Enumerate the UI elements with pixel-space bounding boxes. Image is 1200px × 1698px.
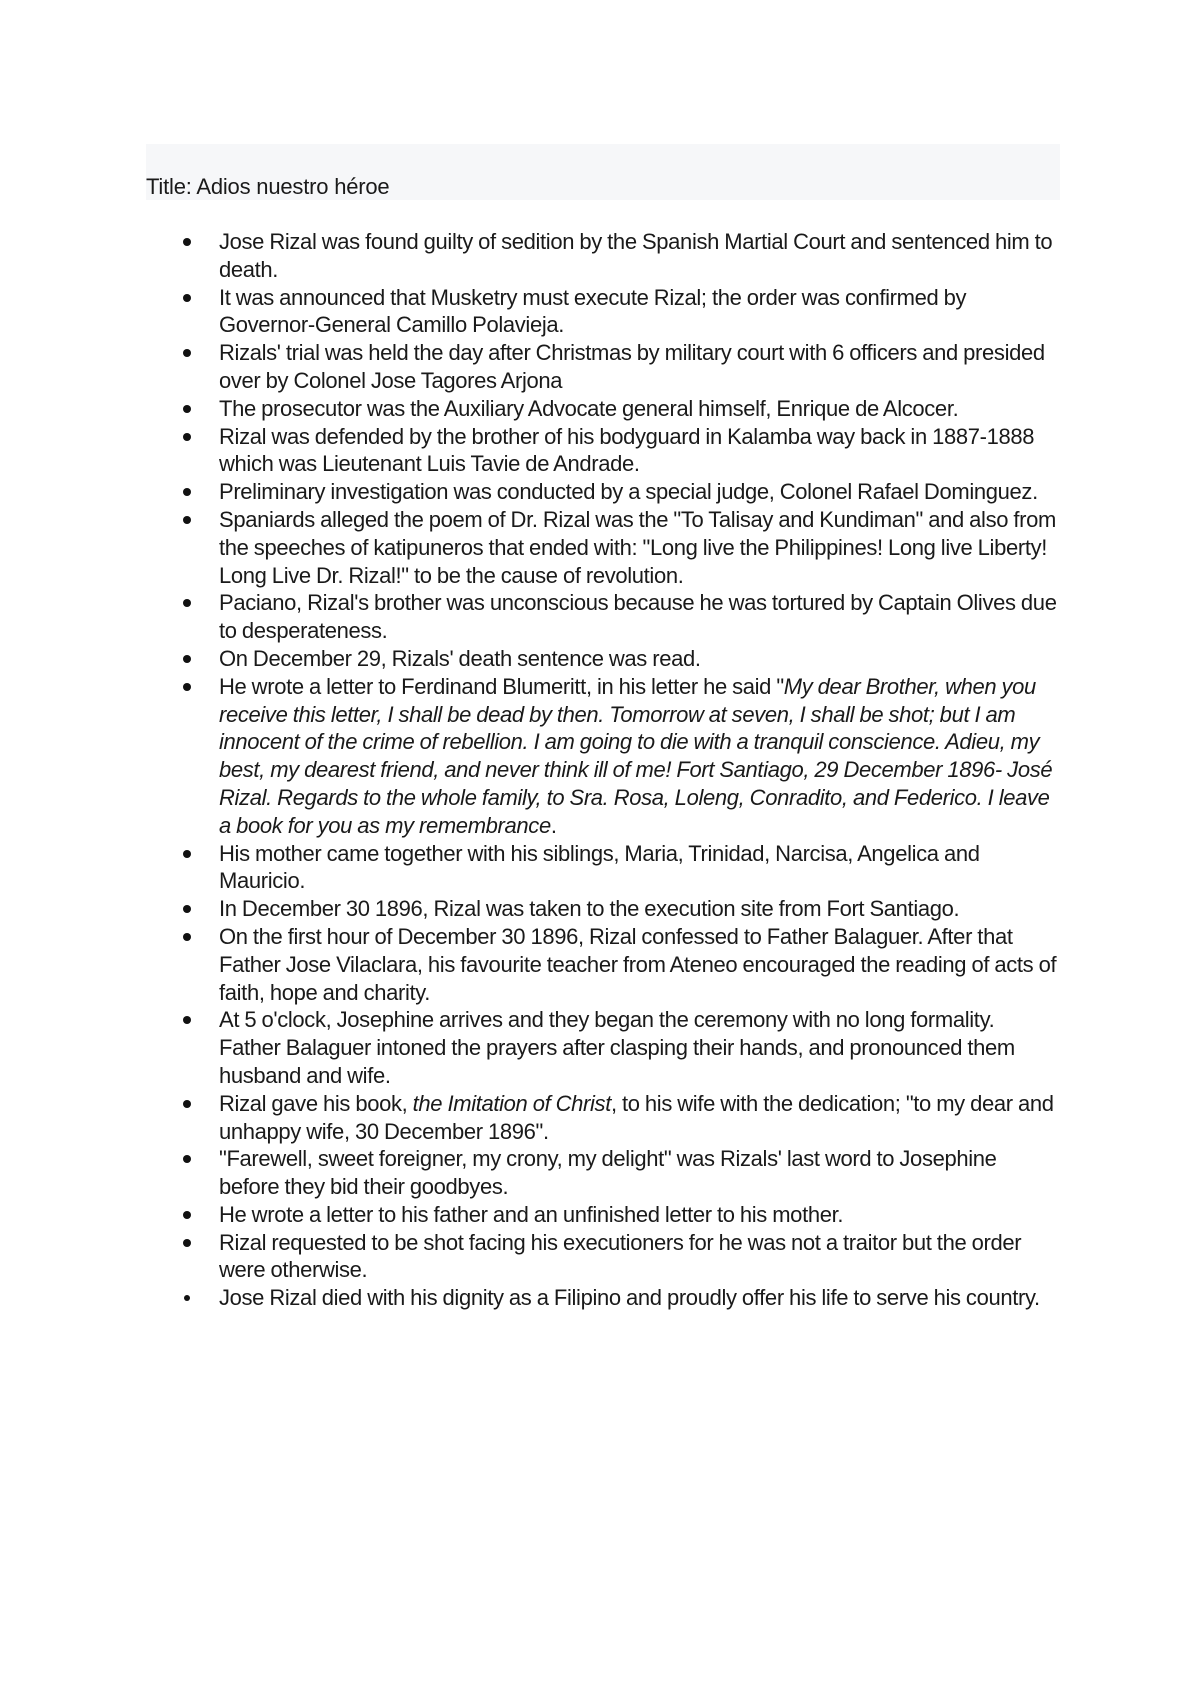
list-item: Rizals' trial was held the day after Christmas by military court with 6 officers and presided over by Colonel Jose Tagores Arjona bbox=[146, 339, 1061, 395]
list-item: Rizal gave his book, the Imitation of Christ, to his wife with the dedication; "to my dear and unhappy wife, 30 December 1896". bbox=[146, 1090, 1061, 1146]
list-item: He wrote a letter to Ferdinand Blumeritt, in his letter he said "My dear Brother, when you receive this letter, I shall be dead by then. Tomorrow at seven, I shall be shot; but I am innocent of the crime of rebellion. I am going to die with a tranquil conscience. Adieu, my best, my dearest friend, and never think ill of me! Fort Santiago, 29 December 1896- José Rizal. Regards to the whole family, to Sra. Rosa, Loleng, Conradito, and Federico. I leave a book for you as my remembrance. bbox=[146, 673, 1061, 840]
list-item: Paciano, Rizal's brother was unconscious because he was tortured by Captain Olives due to desperateness. bbox=[146, 589, 1061, 645]
list-item: It was announced that Musketry must execute Rizal; the order was confirmed by Governor-General Camillo Polavieja. bbox=[146, 284, 1061, 340]
list-item: Jose Rizal was found guilty of sedition by the Spanish Martial Court and sentenced him to death. bbox=[146, 228, 1061, 284]
document-title: Title: Adios nuestro héroe bbox=[146, 174, 390, 199]
book-title: the Imitation of Christ bbox=[412, 1090, 611, 1116]
list-item: Preliminary investigation was conducted by a special judge, Colonel Rafael Dominguez. bbox=[146, 478, 1061, 506]
list-item: Spaniards alleged the poem of Dr. Rizal was the "To Talisay and Kundiman" and also from the speeches of katipuneros that ended with: "Long live the Philippines! Long live Liberty! Long Live Dr. Rizal!" to be the cause of revolution. bbox=[146, 506, 1061, 589]
list-item: His mother came together with his siblings, Maria, Trinidad, Narcisa, Angelica and Mauricio. bbox=[146, 840, 1061, 896]
list-item: Rizal was defended by the brother of his bodyguard in Kalamba way back in 1887-1888 which was Lieutenant Luis Tavie de Andrade. bbox=[146, 423, 1061, 479]
list-item: On December 29, Rizals' death sentence was read. bbox=[146, 645, 1061, 673]
list-item: In December 30 1896, Rizal was taken to the execution site from Fort Santiago. bbox=[146, 895, 1061, 923]
list-item: On the first hour of December 30 1896, Rizal confessed to Father Balaguer. After that Father Jose Vilaclara, his favourite teacher from Ateneo encouraged the reading of acts of faith, hope and charity. bbox=[146, 923, 1061, 1006]
list-item: At 5 o'clock, Josephine arrives and they began the ceremony with no long formality. Father Balaguer intoned the prayers after clasping their hands, and pronounced them husband and wife. bbox=[146, 1006, 1061, 1089]
list-item: The prosecutor was the Auxiliary Advocate general himself, Enrique de Alcocer. bbox=[146, 395, 1061, 423]
list-item: Rizal requested to be shot facing his executioners for he was not a traitor but the order were otherwise. bbox=[146, 1229, 1061, 1285]
list-item: Jose Rizal died with his dignity as a Filipino and proudly offer his life to serve his country. bbox=[146, 1284, 1061, 1312]
quoted-letter: My dear Brother, when you receive this letter, I shall be dead by then. Tomorrow at seven, I shall be shot; but I am innocent of the crime of rebellion. I am going to die with a tranquil conscience. Adieu, my best, my dearest friend, and never think ill of me! Fort Santiago, 29 December 1896- José Rizal. Regards to the whole family, to Sra. Rosa, Loleng, Conradito, and Federico. I leave a book for you as my remembrance bbox=[219, 673, 1053, 838]
bullet-list bbox=[146, 228, 1061, 1312]
list-item: "Farewell, sweet foreigner, my crony, my delight" was Rizals' last word to Josephine before they bid their goodbyes. bbox=[146, 1145, 1061, 1201]
list-item: He wrote a letter to his father and an unfinished letter to his mother. bbox=[146, 1201, 1061, 1229]
